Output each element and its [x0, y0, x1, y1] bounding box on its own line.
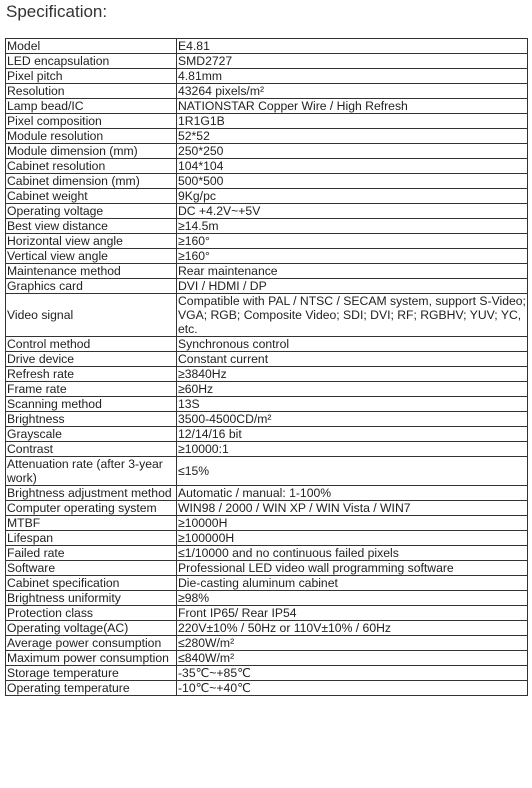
table-row	[6, 501, 528, 516]
table-row	[6, 279, 528, 294]
spec-label: Contrast	[6, 442, 177, 457]
spec-label: Operating temperature	[6, 681, 177, 696]
table-row	[6, 427, 528, 442]
spec-value: 250*250	[177, 144, 528, 159]
spec-value: 4.81mm	[177, 69, 528, 84]
spec-value: 43264 pixels/m²	[177, 84, 528, 99]
spec-label: Failed rate	[6, 546, 177, 561]
spec-value: Automatic / manual: 1-100%	[177, 486, 528, 501]
spec-label: Lifespan	[6, 531, 177, 546]
table-row	[6, 457, 528, 486]
spec-value: ≥14.5m	[177, 219, 528, 234]
spec-label: Brightness adjustment method	[6, 486, 177, 501]
spec-value: ≤280W/m²	[177, 636, 528, 651]
spec-value: -35℃~+85℃	[177, 666, 528, 681]
spec-label: Brightness	[6, 412, 177, 427]
spec-value: 220V±10% / 50Hz or 110V±10% / 60Hz	[177, 621, 528, 636]
spec-label: Frame rate	[6, 382, 177, 397]
table-row	[6, 189, 528, 204]
spec-label: MTBF	[6, 516, 177, 531]
spec-value: DVI / HDMI / DP	[177, 279, 528, 294]
table-row	[6, 516, 528, 531]
spec-label: Control method	[6, 337, 177, 352]
spec-value: Rear maintenance	[177, 264, 528, 279]
specification-table-body	[6, 39, 528, 696]
spec-value: ≥60Hz	[177, 382, 528, 397]
spec-value: Professional LED video wall programming software	[177, 561, 528, 576]
spec-value: ≥10000:1	[177, 442, 528, 457]
spec-label: Lamp bead/IC	[6, 99, 177, 114]
spec-label: Cabinet dimension (mm)	[6, 174, 177, 189]
table-row	[6, 219, 528, 234]
spec-label: Graphics card	[6, 279, 177, 294]
spec-label: Maximum power consumption	[6, 651, 177, 666]
page-title: Specification:	[6, 2, 108, 21]
spec-value: ≥98%	[177, 591, 528, 606]
spec-label: Average power consumption	[6, 636, 177, 651]
table-row	[6, 337, 528, 352]
table-row	[6, 54, 528, 69]
table-row	[6, 636, 528, 651]
spec-label: Refresh rate	[6, 367, 177, 382]
table-row	[6, 144, 528, 159]
table-row	[6, 576, 528, 591]
spec-label: Maintenance method	[6, 264, 177, 279]
spec-value: ≤840W/m²	[177, 651, 528, 666]
spec-label: Resolution	[6, 84, 177, 99]
table-row	[6, 561, 528, 576]
spec-label: Cabinet weight	[6, 189, 177, 204]
spec-label: Scanning method	[6, 397, 177, 412]
table-row	[6, 621, 528, 636]
table-row	[6, 412, 528, 427]
table-row	[6, 174, 528, 189]
spec-value: -10℃~+40℃	[177, 681, 528, 696]
spec-label: Pixel pitch	[6, 69, 177, 84]
table-row	[6, 294, 528, 337]
spec-label: Module resolution	[6, 129, 177, 144]
spec-value: Die-casting aluminum cabinet	[177, 576, 528, 591]
spec-label: Video signal	[6, 294, 177, 337]
table-row	[6, 442, 528, 457]
spec-value: Synchronous control	[177, 337, 528, 352]
spec-value: Compatible with PAL / NTSC / SECAM system, support S-Video; VGA; RGB; Composite Video; SDI; DVI; RF; RGBHV; YUV; YC, etc.	[178, 294, 526, 336]
table-row	[6, 249, 528, 264]
table-row	[6, 681, 528, 696]
spec-value: 3500-4500CD/m²	[177, 412, 528, 427]
table-row	[6, 39, 528, 54]
spec-value: 104*104	[177, 159, 528, 174]
spec-label: Operating voltage(AC)	[6, 621, 177, 636]
spec-label: Computer operating system	[6, 501, 177, 516]
spec-label: Best view distance	[6, 219, 177, 234]
spec-value: ≥160°	[177, 234, 528, 249]
spec-value: SMD2727	[177, 54, 528, 69]
spec-value: ≤1/10000 and no continuous failed pixels	[177, 546, 528, 561]
spec-label: LED encapsulation	[6, 54, 177, 69]
spec-label: Vertical view angle	[6, 249, 177, 264]
table-row	[6, 382, 528, 397]
table-row	[6, 234, 528, 249]
spec-label: Brightness uniformity	[6, 591, 177, 606]
table-row	[6, 204, 528, 219]
spec-value: 9Kg/pc	[177, 189, 528, 204]
spec-value: Constant current	[177, 352, 528, 367]
table-row	[6, 84, 528, 99]
spec-value: Front IP65/ Rear IP54	[177, 606, 528, 621]
spec-value: ≥3840Hz	[177, 367, 528, 382]
table-row	[6, 264, 528, 279]
table-row	[6, 99, 528, 114]
table-row	[6, 666, 528, 681]
table-row	[6, 129, 528, 144]
spec-label: Pixel composition	[6, 114, 177, 129]
spec-value: 13S	[177, 397, 528, 412]
spec-value: 52*52	[177, 129, 528, 144]
table-row	[6, 591, 528, 606]
table-row	[6, 486, 528, 501]
spec-label: Horizontal view angle	[6, 234, 177, 249]
table-row	[6, 352, 528, 367]
spec-label: Protection class	[6, 606, 177, 621]
spec-value: ≤15%	[177, 457, 528, 486]
spec-value: DC +4.2V~+5V	[177, 204, 528, 219]
specification-table	[5, 38, 528, 696]
table-row	[6, 69, 528, 84]
table-row	[6, 367, 528, 382]
spec-label: Module dimension (mm)	[6, 144, 177, 159]
table-row	[6, 114, 528, 129]
spec-label: Software	[6, 561, 177, 576]
table-row	[6, 546, 528, 561]
table-row	[6, 531, 528, 546]
table-row	[6, 159, 528, 174]
table-row	[6, 397, 528, 412]
spec-value: E4.81	[177, 39, 528, 54]
spec-label: Storage temperature	[6, 666, 177, 681]
table-row	[6, 651, 528, 666]
spec-value: NATIONSTAR Copper Wire / High Refresh	[177, 99, 528, 114]
spec-value: ≥160°	[177, 249, 528, 264]
spec-value: 12/14/16 bit	[177, 427, 528, 442]
spec-label: Model	[6, 39, 177, 54]
spec-value: 1R1G1B	[177, 114, 528, 129]
spec-value: ≥100000H	[177, 531, 528, 546]
spec-label: Attenuation rate (after 3-year work)	[6, 457, 177, 486]
spec-label: Drive device	[6, 352, 177, 367]
table-row	[6, 606, 528, 621]
spec-value: ≥10000H	[177, 516, 528, 531]
spec-value: 500*500	[177, 174, 528, 189]
spec-label: Cabinet specification	[6, 576, 177, 591]
spec-label: Cabinet resolution	[6, 159, 177, 174]
spec-label: Operating voltage	[6, 204, 177, 219]
spec-label: Grayscale	[6, 427, 177, 442]
spec-value: WIN98 / 2000 / WIN XP / WIN Vista / WIN7	[177, 501, 528, 516]
